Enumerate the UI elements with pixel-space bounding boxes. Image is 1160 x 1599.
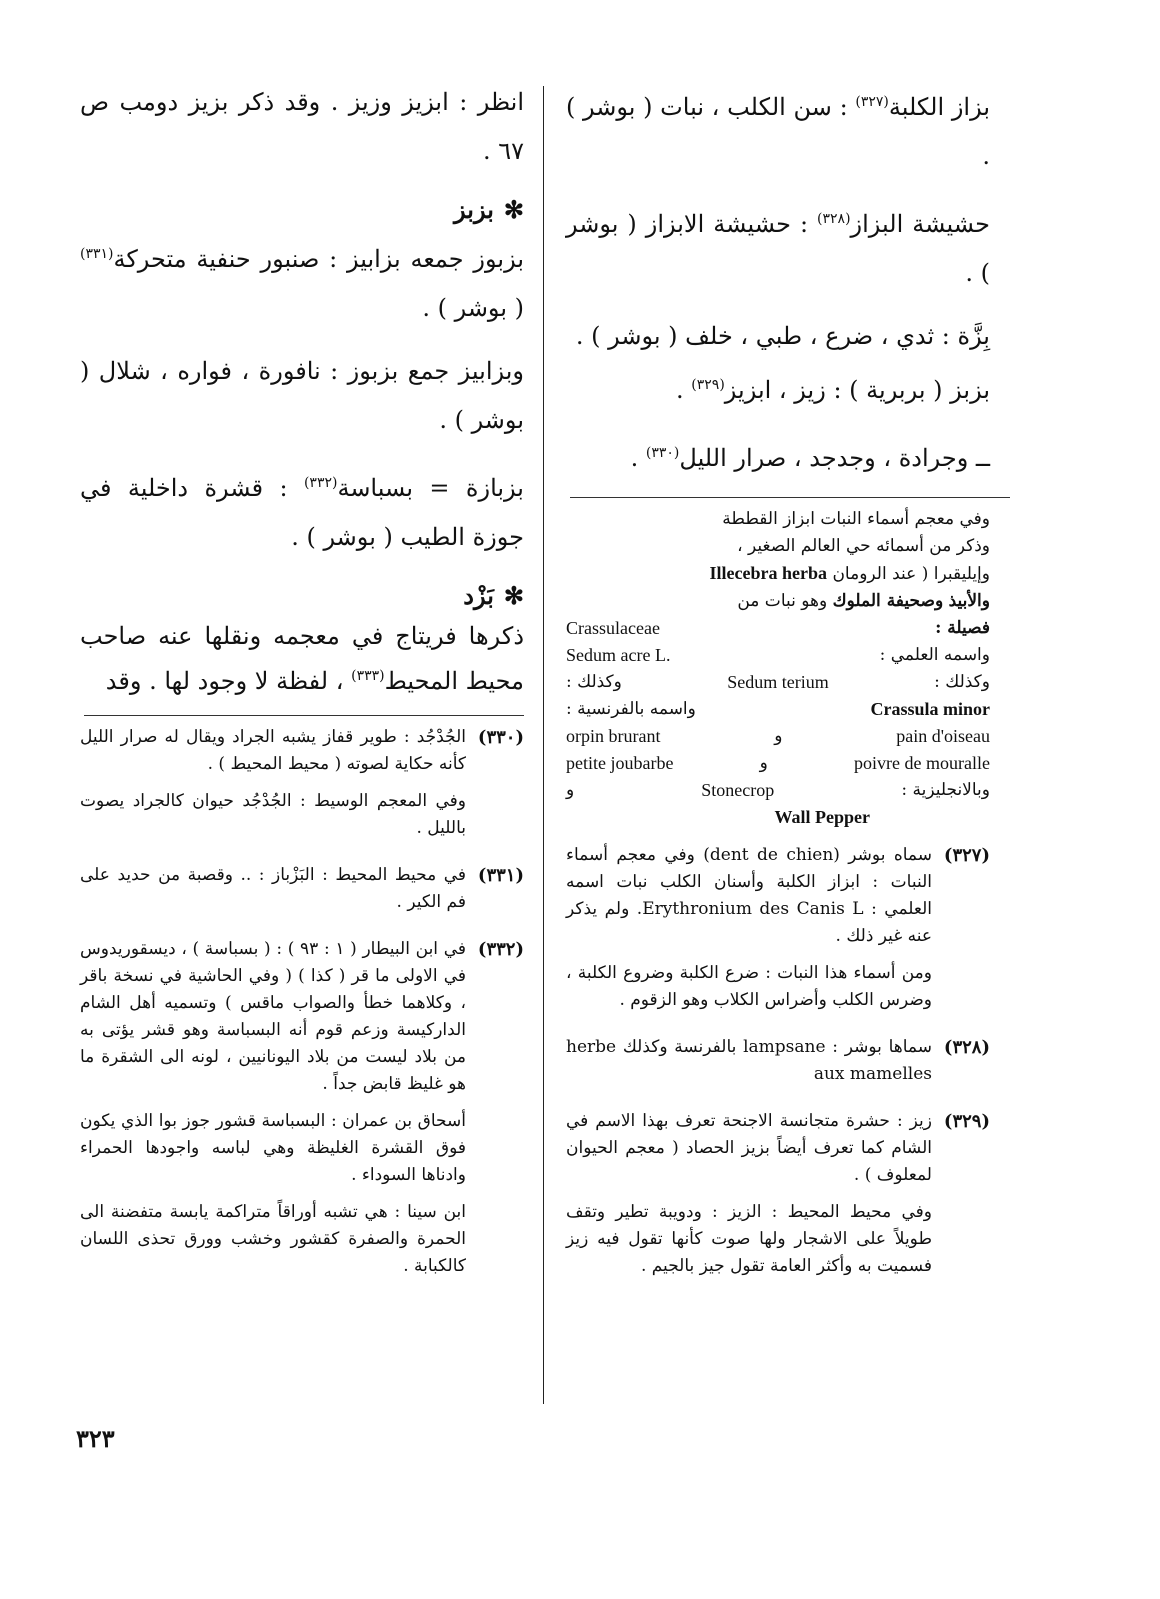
entry-text: : قشرة داخلية في جوزة الطيب ( بوشر ) . [80, 474, 524, 551]
footnote-327 [566, 842, 990, 1024]
headword-bazd [80, 576, 524, 616]
entry-bazbaza [80, 459, 524, 562]
note-bold: فصيلة : [935, 618, 990, 638]
left-column [80, 78, 524, 1300]
entry-text: ــ وجرادة ، وجدجد ، صرار الليل [679, 444, 990, 472]
note-line [566, 777, 990, 804]
note-text: و [774, 726, 783, 746]
footnote-body [80, 862, 466, 926]
page-number: ٣٢٣ [76, 1424, 115, 1453]
note-line: وذكر من أسمائه حي العالم الصغير ، [737, 536, 990, 556]
latin-term: poivre de mouralle [854, 753, 990, 773]
latin-term: Stonecrop [701, 780, 775, 800]
footnote-paragraph: في ابن البيطار ( ١ : ٩٣ ) : ( بسباسة ) ، ديسقوريدوس في الاولى ما قر ( كذا ) ( وفي الحاشية في نسخة باقر ، وكلاهما خطأ والصواب ماقس ) وتسميه أهل الشام الداركيسة وزعم قوم أنه البسباسة وهو قشر يؤتى به من بلاد ليست من بلاد اليونانيين ، لونه الى الشقرة ما هو غليظ قابض جداً . [80, 939, 466, 1094]
entry-text: . [630, 444, 639, 472]
note-text: واسمه العلمي : [879, 645, 990, 665]
entry-text: ، لفظة لا وجود لها . وقد [105, 667, 344, 695]
entry-jarada [566, 429, 990, 483]
footnote-paragraph: ابن سينا : هي تشبه أوراقاً متراكمة يابسة متفضنة الى الحمرة والصفرة كقشور وخشب وورق تحذى اللسان كالكبابة . [80, 1202, 466, 1276]
footnote-paragraph: الجُدْجُد : طوير قفاز يشبه الجراد ويقال له صرار الليل كأنه حكاية لصوته ( محيط المحيط ) . [80, 727, 466, 774]
entry-text: ذكرها فريتاج في معجمه ونقلها عنه صاحب محيط المحيط [80, 622, 524, 695]
note-line [566, 723, 990, 750]
note-text: وكذلك : [566, 672, 622, 692]
footnote-paragraph: وفي المعجم الوسيط : الجُدْجُد حيوان كالجراد يصوت بالليل . [80, 791, 466, 838]
headword-text: بزبز [454, 195, 494, 224]
entry-bazabiz [80, 347, 524, 445]
entry-text: . [676, 376, 684, 404]
latin-term: Crassula minor [870, 699, 990, 719]
note-text: وهو نبات من [737, 591, 828, 611]
headword-bzbz [80, 190, 524, 230]
plant-names-note [566, 506, 990, 832]
footnote-number: (٣٢٩) [943, 1111, 990, 1132]
footnote-paragraph: ومن أسماء هذا النبات : ضرع الكلبة وضروع الكلبة ، وضرس الكلب وأضراس الكلاب وهو الزقوم . [566, 963, 932, 1010]
footnote-body [566, 1108, 932, 1290]
note-line [566, 804, 990, 832]
entry-text: بزبازة = بسباسة [337, 474, 524, 502]
footnote-paragraph: أسحاق بن عمران : البسباسة قشور جوز بوا الذي يكون فوق القشرة الغليظة وهي لباسه واجودها الحمراء وادناها السوداء . [80, 1111, 466, 1185]
column-divider [543, 86, 544, 1404]
footnote-331 [80, 862, 524, 926]
note-line [566, 560, 990, 588]
footnote-ref[interactable]: (٣٣٣) [351, 668, 385, 684]
footnote-number: (٣٢٧) [943, 845, 990, 866]
entry-text: بزبوز جمعه بزابيز : صنبور حنفية متحركة [113, 245, 524, 273]
footnote-328 [566, 1034, 990, 1098]
footnote-ref[interactable]: (٣٢٩) [691, 377, 725, 393]
section-divider [570, 497, 1010, 498]
latin-term: Wall Pepper [774, 807, 870, 827]
entry-text: : سن الكلب ، نبات ( بوشر ) . [566, 93, 990, 170]
footnote-number: (٣٣٢) [477, 939, 524, 960]
entry-continuation: انظر : ابزيز وزيز . وقد ذكر بزيز دومب ص ٦٧ . [80, 88, 524, 165]
entry-text: بزبز ( بربرية ) : زيز ، ابزيز [724, 376, 990, 404]
footnote-ref[interactable]: (٣٢٨) [817, 211, 851, 227]
latin-term: Illecebra herba [709, 563, 828, 583]
note-text: وكذلك : [934, 672, 990, 692]
latin-term: Crassulaceae [566, 618, 660, 638]
footnote-paragraph: زيز : حشرة متجانسة الاجنحة تعرف بهذا الاسم في الشام كما تعرف أيضاً بزيز الحصاد ( معجم الحيوان لمعلوف ) . [566, 1111, 932, 1185]
note-text: و [566, 780, 575, 800]
note-text: وإيليقبرا ( عند الرومان [832, 564, 990, 584]
latin-term: Sedum terium [727, 672, 829, 692]
entry-hashishat-albazaz [566, 195, 990, 298]
latin-term: Sedum acre L. [566, 645, 671, 665]
note-bold: وصحيفة الملوك [832, 591, 944, 611]
entry-text: وبزابيز جمع بزبوز : نافورة ، فواره ، شلال ( بوشر ) . [80, 357, 524, 434]
latin-term: orpin brurant [566, 726, 661, 746]
footnote-number: (٣٣٠) [477, 727, 524, 748]
note-text: و [759, 753, 768, 773]
entry-bizza [566, 312, 990, 361]
footnote-paragraph: وفي محيط المحيط : الزيز : ودويبة تطير وتقف طويلاً على الاشجار ولها صوت كأنها تقول فيه زيز فسميت به وأكثر العامة تقول جيز بالجيم . [566, 1202, 932, 1276]
footnote-number: (٣٢٨) [943, 1037, 990, 1058]
footnote-ref[interactable]: (٣٣١) [80, 246, 114, 262]
footnote-number: (٣٣١) [477, 865, 524, 886]
latin-term: pain d'oiseau [896, 726, 990, 746]
note-text: وبالانجليزية : [901, 780, 990, 800]
note-text: واسمه بالفرنسية : [566, 699, 696, 719]
footnotes-divider [84, 715, 524, 716]
entry-bazaz-alkalba [566, 78, 990, 181]
entry-text: حشيشة البزاز [850, 210, 990, 238]
note-line [566, 588, 990, 615]
footnote-ref[interactable]: (٣٣٠) [645, 445, 680, 461]
footnote-paragraph: سماه بوشر (dent de chien) وفي معجم أسماء النبات : ابزاز الكلبة وأسنان الكلب نبات اسمه العلمي : Erythronium des Canis L. ولم يذكر عنه غير ذلك . [566, 845, 933, 946]
footnote-body [566, 1034, 932, 1098]
note-line: وفي معجم أسماء النبات ابزاز القططة [722, 509, 990, 529]
entry-text: بزاز الكلبة [888, 93, 991, 121]
footnote-body [80, 936, 466, 1290]
footnote-329 [566, 1108, 990, 1290]
footnote-paragraph: سماها بوشر : lampsane بالفرنسة وكذلك herbe aux mamelles [566, 1037, 932, 1084]
note-line [566, 669, 990, 696]
note-line [566, 615, 990, 642]
asterisk-icon: ✻ [503, 195, 524, 224]
entry-text: : حشيشة الابزاز ( بوشر ) . [566, 210, 990, 287]
note-line [566, 642, 990, 669]
right-column [566, 78, 990, 1300]
entry-text: بِزَّة : ثدي ، ضرع ، طبي ، خلف ( بوشر ) . [575, 322, 990, 350]
entry-bazbuz [80, 230, 524, 333]
footnote-332 [80, 936, 524, 1290]
note-line [566, 696, 990, 723]
headword-text: بَزْد [463, 581, 494, 610]
footnote-ref[interactable]: (٣٣٢) [303, 475, 338, 491]
entry-bazd-text [80, 616, 524, 701]
latin-term: petite joubarbe [566, 753, 674, 773]
footnote-body [566, 842, 932, 1024]
asterisk-icon: ✻ [503, 581, 524, 610]
footnote-330 [80, 724, 524, 852]
footnote-ref[interactable]: (٣٢٧) [855, 94, 889, 110]
entry-bazbaz [566, 361, 990, 415]
note-bold: والأبيذ [948, 591, 990, 611]
entry-text: ( بوشر ) . [422, 294, 524, 322]
note-line [566, 750, 990, 777]
footnote-body [80, 724, 466, 852]
footnote-paragraph: في محيط المحيط : البَزْباز : .. وقصبة من حديد على فم الكير . [80, 865, 466, 912]
